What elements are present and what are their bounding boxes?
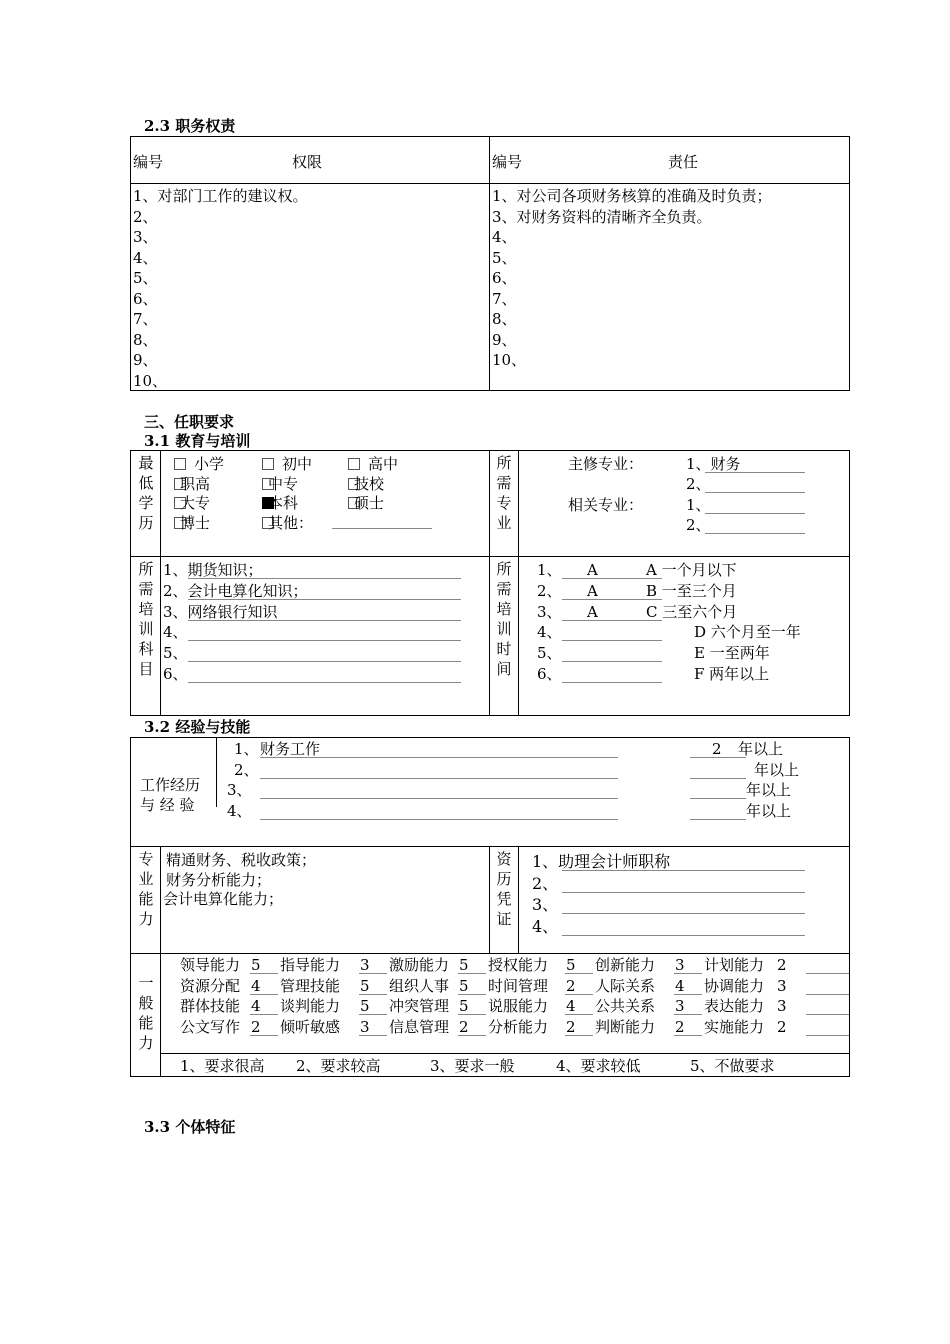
authority-item: 6、 (133, 289, 158, 308)
table-divider (518, 846, 519, 953)
ability-name: 创新能力 (595, 956, 656, 974)
ability-level-underline (674, 1035, 702, 1036)
ability-level: 2 (777, 1017, 787, 1036)
ability-level: 5 (459, 976, 469, 995)
responsibility-header: 责任 (668, 153, 699, 171)
ability-level: 4 (566, 997, 576, 1015)
training-subject-underline (188, 578, 461, 579)
ability-name: 倾听敏感 (280, 1017, 341, 1036)
ability-name: 实施能力 (704, 1017, 765, 1036)
time-legend-item: D 六个月至一年 (694, 623, 801, 642)
authority-item: 3、 (133, 228, 158, 246)
ability-name: 计划能力 (704, 956, 765, 974)
ability-name: 人际关系 (595, 976, 656, 995)
ability-level-underline (674, 994, 702, 995)
ability-name: 授权能力 (488, 956, 549, 974)
training-time-no: 1、 (537, 561, 562, 579)
ability-scale-item: 1、要求很高 (180, 1057, 265, 1075)
ability-level-underline (250, 994, 278, 995)
authority-header: 权限 (292, 153, 323, 171)
training-time-no: 2、 (537, 581, 562, 600)
ability-scale-item: 5、不做要求 (690, 1057, 775, 1075)
ability-level: 4 (251, 976, 261, 995)
ability-name: 领导能力 (180, 956, 241, 974)
training-time-no: 5、 (537, 644, 562, 663)
work-years-underline (690, 819, 746, 820)
ability-level: 3 (360, 1017, 370, 1036)
credential-item: 2、 (532, 873, 559, 893)
work-item-unit: 年以上 (746, 781, 792, 799)
work-years-underline (690, 778, 746, 779)
edu-option-label: 本科 (268, 494, 299, 512)
work-item-no: 2、 (234, 760, 259, 779)
major-entry: 1、财务 (686, 455, 741, 473)
credential-underline (562, 892, 805, 893)
ability-level: 4 (251, 997, 261, 1015)
responsibility-no-header: 编号 (492, 153, 523, 171)
edu-option-label: 其他： (268, 513, 314, 532)
ability-name: 时间管理 (488, 976, 549, 995)
min-education-label: 最低学历 (138, 454, 154, 532)
authority-item: 8、 (133, 330, 158, 349)
ability-level: 3 (675, 997, 685, 1015)
ability-level: 2 (566, 1017, 576, 1036)
responsibility-item: 6、 (492, 269, 517, 287)
credential-label: 资历凭证 (496, 850, 512, 928)
general-ability-label: 一般能力 (138, 974, 154, 1052)
training-subject: 3、网络银行知识 (163, 602, 278, 621)
ability-level-underline (806, 973, 849, 974)
edu-checkbox (348, 458, 360, 470)
section-title-requirements: 三、任职要求 (144, 413, 235, 431)
ability-name: 管理技能 (280, 976, 341, 995)
ability-scale-item: 4、要求较低 (556, 1057, 641, 1075)
ability-level-underline (458, 1035, 486, 1036)
major-underline (705, 492, 805, 493)
ability-level-underline (674, 973, 702, 974)
credential-underline (562, 870, 805, 871)
authority-item: 7、 (133, 310, 158, 328)
ability-name: 信息管理 (389, 1017, 450, 1036)
table-divider (130, 183, 850, 184)
work-item-unit: 年以上 (746, 801, 792, 820)
training-time-value: A (587, 581, 598, 600)
edu-option-label: 大专 (180, 494, 211, 512)
ability-level: 3 (675, 956, 685, 974)
ability-level: 5 (566, 956, 576, 974)
ability-level-underline (565, 1035, 593, 1036)
ability-name: 群体技能 (180, 997, 241, 1015)
credential-item: 3、 (532, 895, 559, 914)
training-time-underline (562, 661, 662, 662)
ability-level-underline (806, 1014, 849, 1015)
training-subject-underline (188, 682, 461, 683)
work-experience-label-2: 与 经 验 (140, 796, 195, 814)
ability-level: 5 (360, 997, 370, 1015)
ability-name: 协调能力 (704, 976, 765, 995)
responsibility-item: 5、 (492, 248, 517, 267)
ability-name: 指导能力 (280, 956, 341, 974)
edu-option-label: 技校 (354, 474, 385, 493)
ability-name: 公文写作 (180, 1017, 241, 1036)
responsibility-item: 10、 (492, 351, 527, 369)
ability-level-underline (250, 973, 278, 974)
authority-item: 5、 (133, 269, 158, 287)
ability-level-underline (250, 1035, 278, 1036)
ability-scale-item: 2、要求较高 (296, 1057, 381, 1075)
major-entry: 1、 (686, 496, 711, 514)
professional-ability: 财务分析能力； (166, 870, 272, 889)
work-item-unit: 年以上 (754, 760, 800, 779)
ability-level: 5 (251, 956, 261, 974)
table-divider (130, 556, 850, 557)
professional-ability: 会计电算化能力； (163, 890, 284, 908)
major-underline (705, 472, 805, 473)
training-subject-underline (188, 640, 461, 641)
ability-level: 4 (675, 976, 685, 995)
edu-option-label: 博士 (180, 513, 211, 532)
edu-option-label: 硕士 (354, 494, 385, 512)
ability-level: 2 (251, 1017, 261, 1036)
ability-level-underline (806, 1035, 849, 1036)
authority-item: 1、对部门工作的建议权。 (133, 187, 308, 205)
edu-option-label: 初中 (282, 455, 313, 473)
time-legend-item: E 一至两年 (694, 644, 770, 663)
credential-underline (562, 913, 805, 914)
section-title-duties: 2.3 职务权责 (144, 117, 236, 135)
ability-level: 3 (777, 997, 787, 1015)
training-time-label: 所需培训时间 (496, 560, 512, 678)
ability-level-underline (565, 973, 593, 974)
edu-checkbox (174, 458, 186, 470)
work-item-underline (260, 819, 618, 820)
responsibility-item: 4、 (492, 228, 517, 246)
ability-name: 冲突管理 (389, 997, 450, 1015)
ability-name: 表达能力 (704, 997, 765, 1015)
major-entry: 2、 (686, 475, 711, 493)
ability-name: 激励能力 (389, 956, 450, 974)
table-divider (489, 136, 490, 391)
ability-level-underline (250, 1014, 278, 1015)
training-time-value: A (587, 561, 598, 579)
ability-level: 5 (459, 956, 469, 974)
ability-level: 2 (566, 976, 576, 995)
training-subject: 5、 (163, 644, 188, 663)
edu-checkbox (262, 458, 274, 470)
work-item-unit: 年以上 (738, 740, 784, 758)
ability-name: 判断能力 (595, 1017, 656, 1036)
ability-level: 3 (777, 976, 787, 995)
training-time-no: 4、 (537, 623, 562, 642)
time-legend-item: C 三至六个月 (646, 602, 738, 621)
work-item-years: 2 (712, 740, 722, 758)
edu-option-label: 职高 (180, 474, 211, 493)
ability-level: 2 (777, 956, 787, 974)
table-divider (130, 846, 850, 847)
work-item-underline (260, 757, 618, 758)
training-subject: 1、期货知识； (163, 561, 263, 579)
ability-name: 资源分配 (180, 976, 241, 995)
ability-level-underline (458, 973, 486, 974)
table-divider (518, 450, 519, 716)
professional-ability: 精通财务、税收政策； (166, 851, 317, 869)
credential-item: 1、助理会计师职称 (532, 852, 671, 871)
responsibility-item: 7、 (492, 289, 517, 308)
work-years-underline (690, 798, 746, 799)
ability-level-underline (359, 1014, 387, 1015)
work-item-no: 1、 (234, 740, 259, 758)
ability-name: 说服能力 (488, 997, 549, 1015)
time-legend-item: A 一个月以下 (646, 561, 737, 579)
table-divider (160, 846, 161, 1077)
training-subject-label: 所需培训科目 (138, 560, 154, 678)
ability-level-underline (458, 994, 486, 995)
ability-level: 2 (675, 1017, 685, 1036)
work-item-no: 3、 (227, 781, 252, 799)
ability-level: 2 (459, 1017, 469, 1036)
ability-level-underline (458, 1014, 486, 1015)
training-subject: 4、 (163, 623, 188, 642)
training-time-underline (562, 640, 662, 641)
table-divider (216, 737, 217, 807)
authority-item: 9、 (133, 351, 158, 369)
ability-name: 谈判能力 (280, 997, 341, 1015)
training-subject-underline (188, 661, 461, 662)
responsibility-item: 1、对公司各项财务核算的准确及时负责； (492, 187, 772, 205)
work-experience-label: 工作经历 (140, 776, 201, 794)
ability-level-underline (565, 994, 593, 995)
related-major-label: 相关专业： (568, 496, 644, 514)
credential-item: 4、 (532, 916, 559, 936)
ability-level-underline (565, 1014, 593, 1015)
edu-option-label: 中专 (268, 474, 299, 493)
training-subject: 2、会计电算化知识； (163, 581, 308, 600)
training-time-value: A (587, 602, 598, 621)
table-divider (160, 450, 161, 716)
duties-table (130, 136, 850, 391)
professional-ability-label: 专业能力 (138, 850, 154, 928)
ability-level: 3 (360, 956, 370, 974)
edu-option-label: 高中 (368, 455, 399, 473)
other-edu-line (332, 528, 432, 529)
time-legend-item: B 一至三个月 (646, 581, 737, 600)
ability-level-underline (359, 1035, 387, 1036)
major-underline (705, 533, 805, 534)
ability-name: 分析能力 (488, 1017, 549, 1036)
authority-item: 4、 (133, 248, 158, 267)
ability-name: 公共关系 (595, 997, 656, 1015)
table-divider (489, 846, 490, 953)
work-item-underline (260, 798, 618, 799)
responsibility-item: 9、 (492, 330, 517, 349)
training-time-no: 3、 (537, 602, 562, 621)
ability-level-underline (674, 1014, 702, 1015)
major-entry: 2、 (686, 516, 711, 534)
section-title-personal-traits: 3.3 个体特征 (144, 1118, 236, 1136)
responsibility-item: 3、对财务资料的清晰齐全负责。 (492, 207, 712, 226)
major-label: 所需专业 (496, 454, 512, 532)
work-item-underline (260, 778, 618, 779)
ability-level-underline (359, 994, 387, 995)
work-item-text: 财务工作 (260, 740, 321, 758)
section-title-education: 3.1 教育与培训 (144, 432, 251, 450)
ability-level-underline (359, 973, 387, 974)
ability-level-underline (806, 994, 849, 995)
ability-level: 5 (360, 976, 370, 995)
major-underline (705, 513, 805, 514)
table-divider (130, 953, 850, 954)
table-divider (489, 450, 490, 716)
authority-item: 10、 (133, 371, 168, 390)
section-title-experience: 3.2 经验与技能 (144, 718, 251, 736)
training-time-underline (562, 682, 662, 683)
ability-level: 5 (459, 997, 469, 1015)
ability-name: 组织人事 (389, 976, 450, 995)
authority-item: 2、 (133, 207, 158, 226)
training-subject: 6、 (163, 665, 188, 683)
training-subject-underline (188, 599, 461, 600)
training-subject-underline (188, 620, 461, 621)
responsibility-item: 8、 (492, 310, 517, 328)
ability-scale-item: 3、要求一般 (430, 1057, 515, 1075)
edu-option-label: 小学 (194, 455, 225, 473)
work-item-no: 4、 (227, 801, 252, 820)
training-time-no: 6、 (537, 665, 562, 683)
table-divider (160, 1053, 850, 1054)
time-legend-item: F 两年以上 (694, 665, 770, 683)
authority-no-header: 编号 (133, 153, 164, 171)
credential-underline (562, 935, 805, 936)
main-major-label: 主修专业： (568, 455, 644, 473)
